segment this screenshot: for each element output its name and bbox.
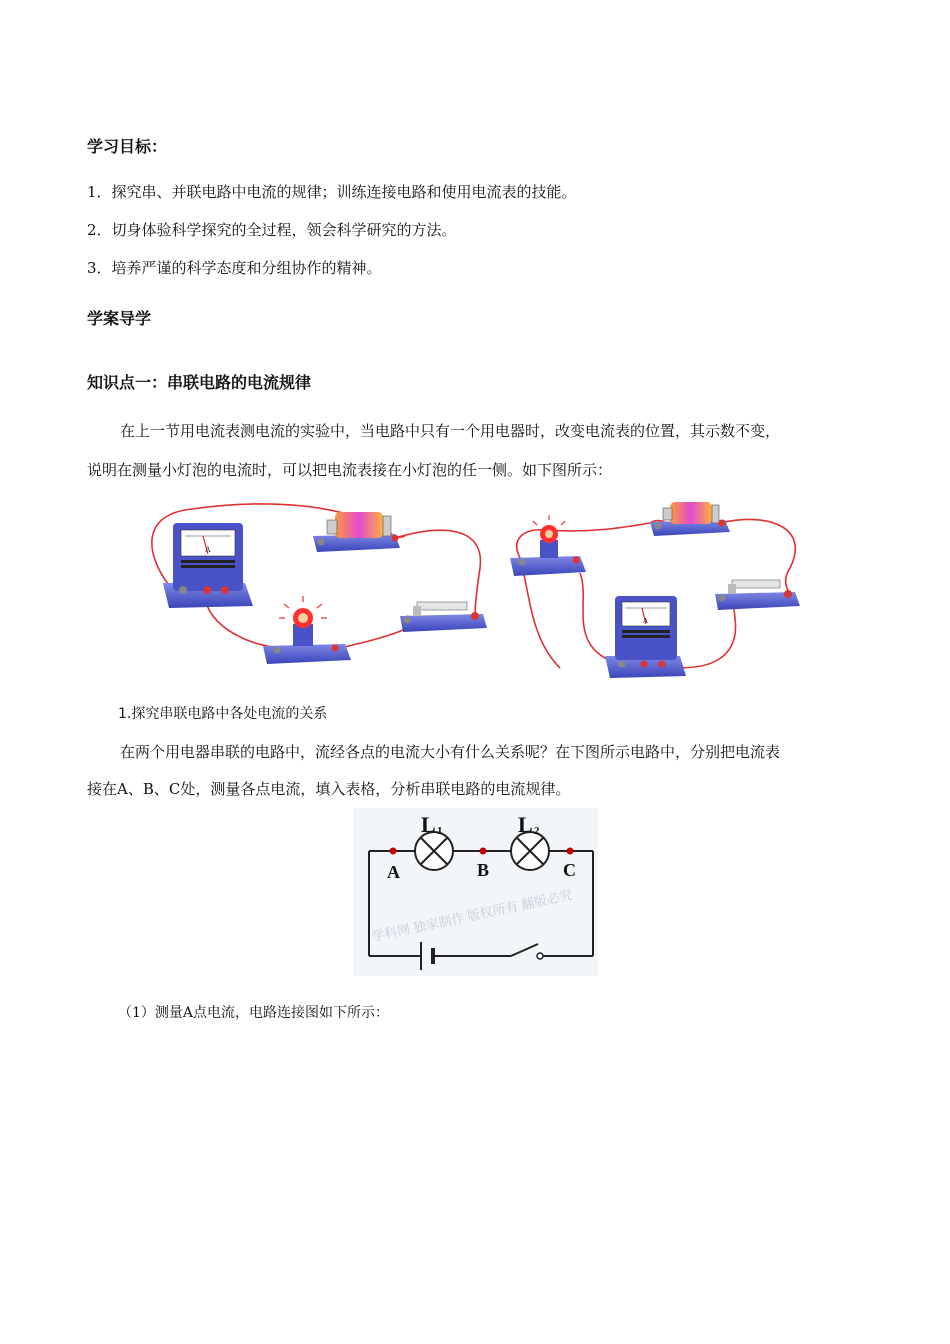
switch: [715, 580, 800, 610]
step-1-text: （1）测量A点电流，电路连接图如下所示：: [118, 1005, 390, 1021]
ammeter: [163, 523, 253, 608]
paragraph-1-line-2: 说明在测量小灯泡的电流时，可以把电流表接在小灯泡的任一侧。如下图所示：: [87, 461, 613, 479]
ammeter-label: A: [205, 545, 211, 554]
paragraph-2-line-2: 接在A、B、C处，测量各点电流，填入表格，分析串联电路的电流规律。: [87, 780, 571, 798]
lamp-1-symbol: [415, 832, 453, 870]
switch: [400, 602, 487, 632]
paragraph-1-line-1: 在上一节用电流表测电流的实验中，当电路中只有一个用电器时，改变电流表的位置，其示数不变，: [120, 422, 781, 440]
lamp-2-label: L: [518, 812, 533, 837]
experiment-setup-illustration: [145, 498, 815, 680]
left-setup: [152, 504, 487, 664]
lamp-2-subscript: 2: [534, 825, 540, 837]
ammeter: [605, 596, 686, 678]
wire: [517, 521, 665, 558]
objective-item-2: 2．切身体验科学探究的全过程，领会科学研究的方法。: [87, 221, 457, 239]
objective-item-1: 1．探究串、并联电路中电流的规律；训练连接电路和使用电流表的技能。: [87, 183, 577, 201]
objective-item-3: 3．培养严谨的科学态度和分组协作的精神。: [87, 259, 382, 277]
guide-heading: 学案导学: [87, 309, 152, 328]
light-bulb: [510, 515, 586, 576]
ammeter-label: A: [643, 617, 649, 625]
lamp-2-symbol: [511, 832, 549, 870]
point-c-label: C: [563, 860, 576, 880]
point-b-label: B: [477, 860, 490, 880]
battery: [313, 512, 400, 552]
lamp-1-label: L: [421, 812, 436, 837]
point-a-dot: [390, 848, 397, 855]
watermark: 学科网 独家制作 版权所有 翻版必究: [370, 886, 574, 945]
point-b-dot: [480, 848, 487, 855]
point-c-dot: [567, 848, 574, 855]
light-bulb: [263, 596, 351, 664]
point-a-label: A: [387, 862, 400, 882]
paragraph-2-line-1: 在两个用电器串联的电路中，流经各点的电流大小有什么关系呢？在下图所示电路中，分别把电流表: [120, 743, 781, 761]
right-setup: [510, 502, 800, 678]
series-circuit-diagram: [353, 808, 598, 976]
lamp-1-subscript: 1: [437, 825, 443, 837]
sub1-title: 1.探究串联电路中各处电流的关系: [118, 706, 328, 722]
battery: [650, 502, 730, 536]
knowledge1-heading: 知识点一：串联电路的电流规律: [87, 373, 312, 392]
objectives-heading: 学习目标：: [87, 137, 168, 156]
